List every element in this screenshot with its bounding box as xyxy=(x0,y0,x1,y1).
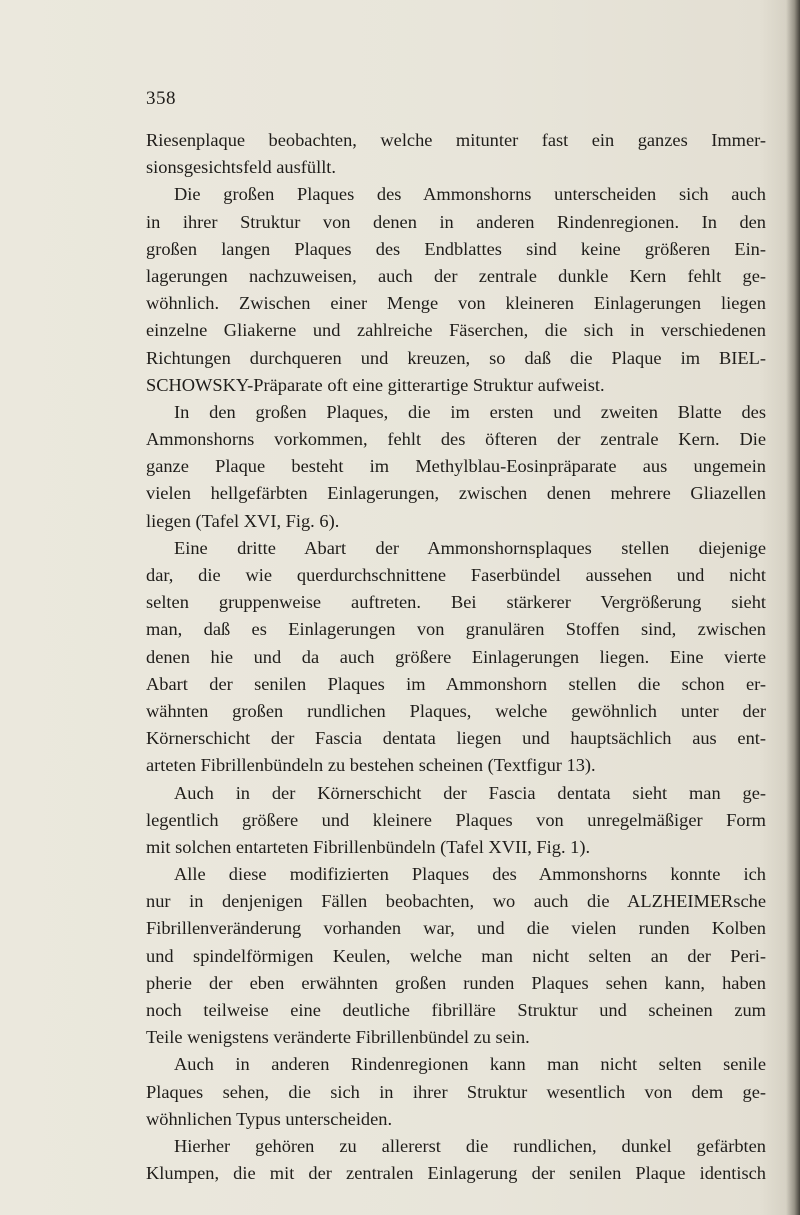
text-line: Die großen Plaques des Ammonshorns unterscheiden sich auch xyxy=(174,184,766,205)
text-line: sionsgesichtsfeld ausfüllt. xyxy=(146,157,337,178)
text-line: selten gruppenweise auftreten. Bei stärkerer Vergrößerung sieht xyxy=(146,592,766,613)
text-line: Richtungen durchqueren und kreuzen, so daß die Plaque im BIEL- xyxy=(146,347,766,368)
text-line: ganze Plaque besteht im Methylblau-Eosinpräparate aus ungemein xyxy=(146,456,766,477)
text-line: einzelne Gliakerne und zahlreiche Fäserchen, die sich in verschiedenen xyxy=(146,320,766,341)
text-line: pherie der eben erwähnten großen runden Plaques sehen kann, haben xyxy=(146,972,766,993)
text-line: nur in denjenigen Fällen beobachten, wo auch die ALZHEIMERsche xyxy=(146,891,766,912)
text-line: Hierher gehören zu allererst die rundlichen, dunkel gefärbten xyxy=(174,1135,766,1156)
text-line: vielen hellgefärbten Einlagerungen, zwischen denen mehrere Gliazellen xyxy=(146,483,766,504)
page-edge-shadow xyxy=(786,0,800,1215)
body-text xyxy=(146,127,766,1187)
text-line: Klumpen, die mit der zentralen Einlagerung der senilen Plaque identisch xyxy=(146,1163,766,1184)
text-line: lagerungen nachzuweisen, auch der zentrale dunkle Kern fehlt ge- xyxy=(146,265,766,286)
text-line: Abart der senilen Plaques im Ammonshorn stellen die schon er- xyxy=(146,673,766,694)
text-line: SCHOWSKY-Präparate oft eine gitterartige Struktur aufweist. xyxy=(146,374,605,395)
text-line: dar, die wie querdurchschnittene Faserbündel aussehen und nicht xyxy=(146,565,766,585)
text-line: noch teilweise eine deutliche fibrilläre Struktur und scheinen zum xyxy=(146,1000,766,1020)
text-line: liegen (Tafel XVI, Fig. 6). xyxy=(146,510,340,531)
text-line: Eine dritte Abart der Ammonshornsplaques stellen diejenige xyxy=(174,537,766,558)
text-line: in ihrer Struktur von denen in anderen Rindenregionen. In den xyxy=(146,211,766,232)
text-line: man, daß es Einlagerungen von granulären Stoffen sind, zwischen xyxy=(146,619,766,640)
text-line: wöhnlichen Typus unterscheiden. xyxy=(146,1108,393,1129)
text-line: denen hie und da auch größere Einlagerungen liegen. Eine vierte xyxy=(146,646,766,667)
text-line: Teile wenigstens veränderte Fibrillenbündel zu sein. xyxy=(146,1027,530,1048)
text-line: wähnten großen rundlichen Plaques, welche gewöhnlich unter der xyxy=(146,700,766,721)
text-line: Körnerschicht der Fascia dentata liegen und hauptsächlich aus ent- xyxy=(146,728,766,749)
text-line: Auch in der Körnerschicht der Fascia dentata sieht man ge- xyxy=(174,782,766,803)
text-line: Ammonshorns vorkommen, fehlt des öfteren der zentrale Kern. Die xyxy=(146,429,766,450)
text-line: großen langen Plaques des Endblattes sind keine größeren Ein- xyxy=(146,238,766,259)
text-line: Fibrillenveränderung vorhanden war, und die vielen runden Kolben xyxy=(146,918,766,939)
text-line: Auch in anderen Rindenregionen kann man nicht selten senile xyxy=(174,1054,766,1075)
text-line: arteten Fibrillenbündeln zu bestehen scheinen (Textfigur 13). xyxy=(146,755,596,776)
text-line: Alle diese modifizierten Plaques des Ammonshorns konnte ich xyxy=(174,864,766,885)
text-line: legentlich größere und kleinere Plaques von unregelmäßiger Form xyxy=(146,809,766,830)
text-line: In den großen Plaques, die im ersten und zweiten Blatte des xyxy=(174,401,766,422)
text-line: mit solchen entarteten Fibrillenbündeln (Tafel XVII, Fig. 1). xyxy=(146,836,591,857)
text-line: wöhnlich. Zwischen einer Menge von kleineren Einlagerungen liegen xyxy=(146,293,766,314)
text-line: und spindelförmigen Keulen, welche man nicht selten an der Peri- xyxy=(146,945,766,966)
text-line: Riesenplaque beobachten, welche mitunter fast ein ganzes Immer- xyxy=(146,130,766,150)
page-number: 358 xyxy=(146,88,176,109)
text-line: Plaques sehen, die sich in ihrer Struktur wesentlich von dem ge- xyxy=(146,1081,766,1102)
